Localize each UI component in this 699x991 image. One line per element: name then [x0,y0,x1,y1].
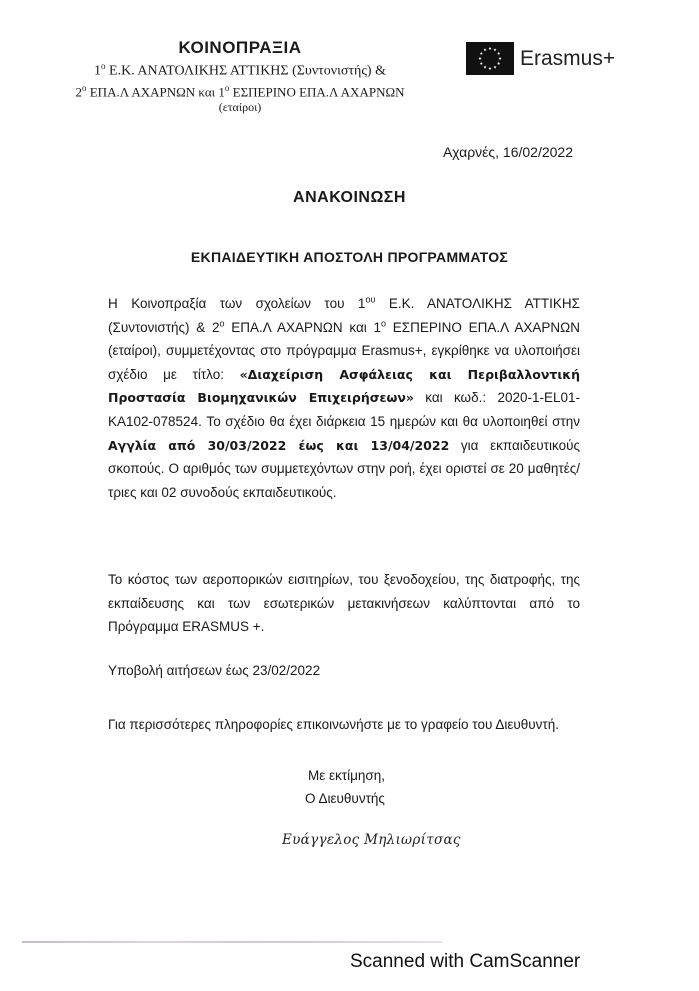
project-title: «Διαχείριση Ασφάλειας και Περιβαλλοντική Προστασία Βιομηχανικών Επιχειρήσεων» [108,366,580,406]
cost-paragraph: Το κόστος των αεροπορικών εισιτηρίων, του ξενοδοχείου, της διατροφής, της εκπαίδευσης και των εσωτερικών μετακινήσεων καλύπτονται από το Πρόγραμμα ERASMUS +. [108,572,580,634]
announcement-subtitle: ΕΚΠΑΙΔΕΥΤΙΚΗ ΑΠΟΣΤΟΛΗ ΠΡΟΓΡΑΜΜΑΤΟΣ [190,249,509,265]
closing-regards: Με εκτίμηση, [308,768,385,783]
consortium-header [40,38,440,115]
main-paragraph: Η Κοινοπραξία των σχολείων του $1^{o\upsilon}$ Ε.Κ. ΑΝΑΤΟΛΙΚΗΣ ΑΤΤΙΚΗΣ (Συντονιστής) & $2^o$ ΕΠΑ.Λ ΑΧΑΡΝΩΝ και $1^o$ ΕΣΠΕΡΙΝΟ ΕΠΑ.Λ ΑΧΑΡΝΩΝ (εταίροι), συμμετέχοντας στο πρόγραμμα Erasmus+, εγκρίθηκε να υλοποιήσει σχέδιο με τίτλο: «Διαχείριση Ασφάλειας και Περιβαλλοντική Προστασία Βιομηχανικών Επιχειρήσεων» και κωδ.: 2020-1-EL01-KA102-078524. Το σχέδιο θα έχει διάρκεια 15 ημερών και θα υλοποιηθεί στην Αγγλία από 30/03/2022 έως και 13/04/2022 για εκπαιδευτικούς σκοπούς. Ο αριθμός των συμμετεχόντων στην ροή, έχει οριστεί σε 20 μαθητές/τριες και 02 συνοδούς εκπαιδευτικούς. [108,294,580,500]
erasmus-wordmark: Erasmus+ [520,46,616,70]
consortium-line-2: $2^o$ ΕΠΑ.Λ ΑΧΑΡΝΩΝ και $1^o$ ΕΣΠΕΡΙΝΟ ΕΠΑ.Λ ΑΧΑΡΝΩΝ [75,82,405,99]
scan-edge-line [22,941,442,943]
document-date: Αχαρνές, 16/02/2022 [443,144,573,160]
closing-block [305,764,385,810]
consortium-line-3: (εταίροι) [218,99,262,114]
announcement-heading: ΑΝΑΚΟΙΝΩΣΗ [293,189,406,206]
closing-role: Ο Διευθυντής [305,791,385,806]
consortium-title: ΚΟΙΝΟΠΡΑΞΙΑ [178,38,302,57]
contact-paragraph: Για περισσότερες πληροφορίες επικοινωνήστε με το γραφείο του Διευθυντή. [108,717,559,732]
director-signature: Ευάγγελος Μηλιωρίτσας [282,832,461,848]
eu-flag-icon [466,42,514,75]
camscanner-label: Scanned with CamScanner [350,951,581,972]
camscanner-watermark [340,948,699,988]
project-dates: Αγγλία από 30/03/2022 έως και 13/04/2022 [108,437,450,453]
application-deadline: Υποβολή αιτήσεων έως 23/02/2022 [108,663,321,678]
erasmus-logo [466,42,615,75]
consortium-line-1: $1^o$ Ε.Κ. ΑΝΑΤΟΛΙΚΗΣ ΑΤΤΙΚΗΣ (Συντονιστής) & [94,61,386,79]
